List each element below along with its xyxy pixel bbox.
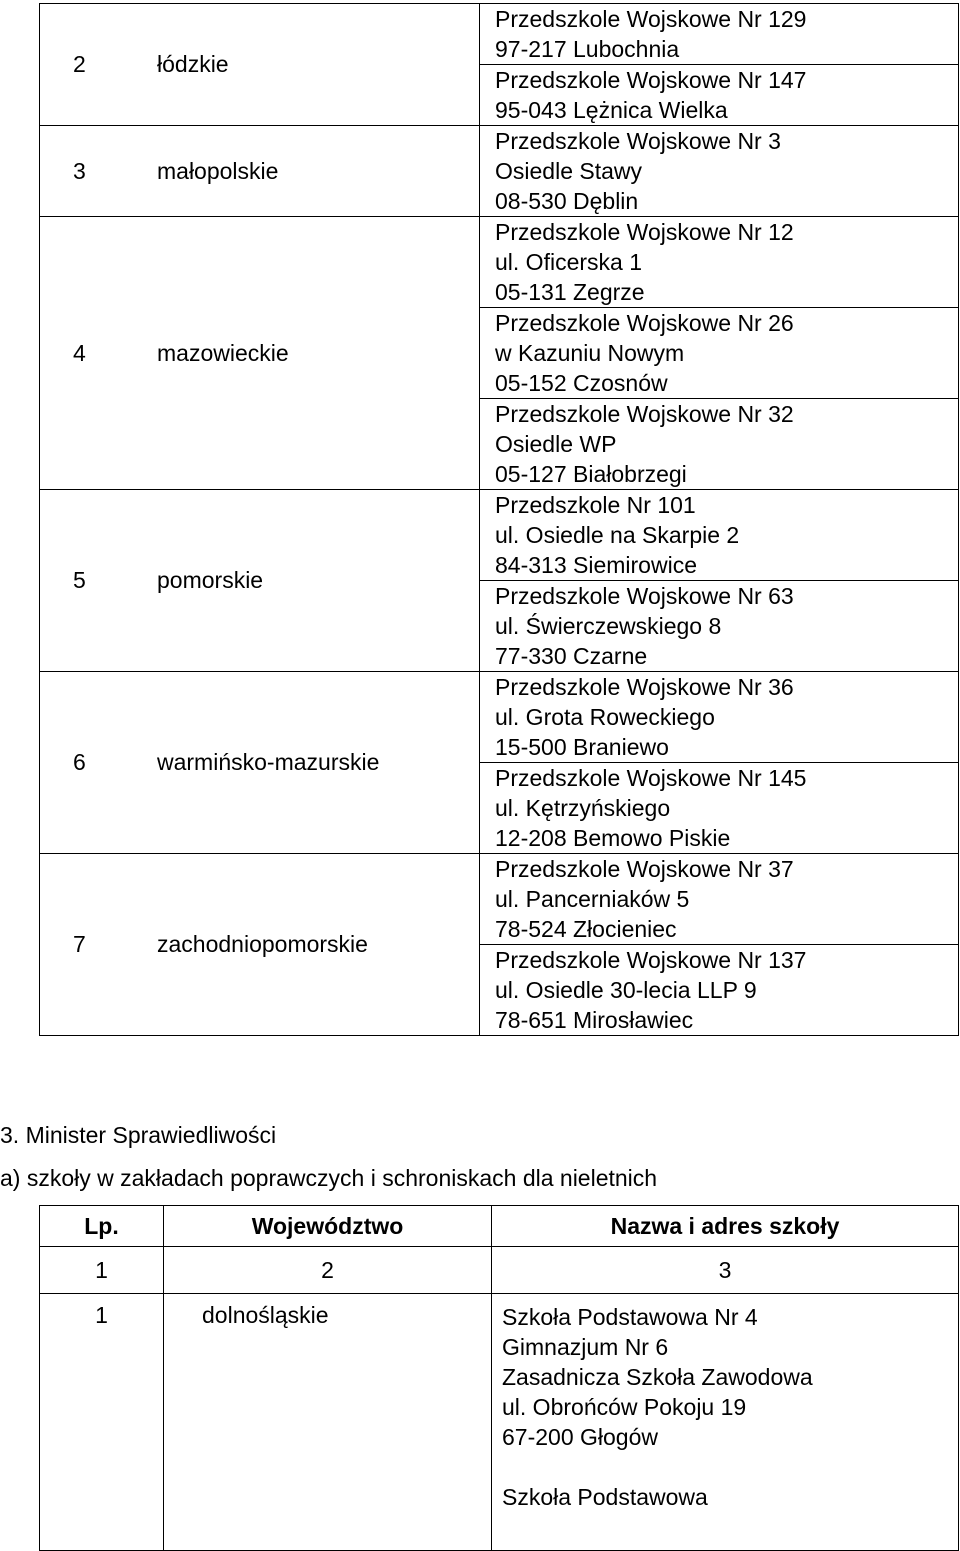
- row-lp: 5: [73, 567, 86, 593]
- school-cell: [480, 581, 959, 672]
- region-cell: [40, 490, 480, 672]
- school-address-line: 97-217 Lubochnia: [495, 36, 680, 62]
- section-heading: 3. Minister Sprawiedliwości: [0, 1122, 277, 1148]
- school-name: Przedszkole Nr 101: [495, 492, 696, 518]
- row-lp: 3: [73, 157, 86, 184]
- header-region: Województwo: [164, 1206, 492, 1247]
- school-address-line: ul. Świerczewskiego 8: [495, 613, 722, 639]
- table-row: [40, 1294, 959, 1551]
- school-cell: [480, 4, 959, 65]
- table-row: [40, 4, 959, 65]
- header-school: Nazwa i adres szkoły: [492, 1206, 959, 1247]
- school-address-line: 05-152 Czosnów: [495, 370, 668, 396]
- school-name: Przedszkole Wojskowe Nr 37: [495, 856, 794, 882]
- row-school: [492, 1294, 959, 1551]
- school-address-line: ul. Pancerniaków 5: [495, 886, 690, 912]
- school-address-line: 78-651 Mirosławiec: [495, 1007, 694, 1033]
- school-name: Przedszkole Wojskowe Nr 137: [495, 947, 807, 973]
- school-address-line: 78-524 Złocieniec: [495, 916, 677, 942]
- school-address-line: w Kazuniu Nowym: [495, 340, 685, 366]
- school-line: Szkoła Podstawowa Nr 4: [502, 1304, 758, 1330]
- row-region: pomorskie: [157, 567, 264, 593]
- row-lp: 7: [73, 931, 86, 957]
- school-line: [502, 1452, 958, 1482]
- region-cell: [40, 4, 480, 126]
- school-address-line: ul. Grota Roweckiego: [495, 704, 715, 730]
- school-cell: [480, 65, 959, 126]
- school-address-line: ul. Oficerska 1: [495, 249, 642, 275]
- row-region: łódzkie: [157, 51, 229, 77]
- school-name: Przedszkole Wojskowe Nr 26: [495, 310, 794, 336]
- table-row: [40, 854, 959, 945]
- row-lp: 2: [73, 51, 86, 77]
- column-number: 3: [492, 1247, 959, 1294]
- school-line: Gimnazjum Nr 6: [502, 1334, 669, 1360]
- table-row: [40, 217, 959, 308]
- table-row: [40, 672, 959, 763]
- school-line: Szkoła Podstawowa: [502, 1484, 708, 1510]
- school-address-line: 77-330 Czarne: [495, 643, 648, 669]
- school-cell: [480, 854, 959, 945]
- header-row: [40, 1206, 959, 1247]
- school-name: Przedszkole Wojskowe Nr 36: [495, 674, 794, 700]
- school-address-line: ul. Osiedle 30-lecia LLP 9: [495, 977, 757, 1003]
- school-line: 67-200 Głogów: [502, 1424, 658, 1450]
- school-cell: [480, 126, 959, 217]
- header-lp: Lp.: [40, 1206, 164, 1247]
- table-row: [40, 490, 959, 581]
- school-name: Przedszkole Wojskowe Nr 12: [495, 219, 794, 245]
- school-address-line: ul. Osiedle na Skarpie 2: [495, 522, 740, 548]
- column-number-row: [40, 1247, 959, 1294]
- school-cell: [480, 763, 959, 854]
- school-address-line: 84-313 Siemirowice: [495, 552, 697, 578]
- school-cell: [480, 308, 959, 399]
- row-lp: 4: [73, 339, 86, 366]
- row-region: warmińsko-mazurskie: [157, 749, 380, 775]
- school-name: Przedszkole Wojskowe Nr 32: [495, 401, 794, 427]
- schools-table: [39, 3, 959, 1036]
- region-cell: [40, 126, 480, 217]
- row-region: małopolskie: [157, 157, 279, 184]
- region-cell: [40, 217, 480, 490]
- school-name: Przedszkole Wojskowe Nr 147: [495, 67, 807, 93]
- school-line: Zasadnicza Szkoła Zawodowa: [502, 1364, 813, 1390]
- school-cell: [480, 945, 959, 1036]
- column-number: 2: [164, 1247, 492, 1294]
- table-row: [40, 126, 959, 217]
- school-address-line: 08-530 Dęblin: [495, 188, 639, 214]
- school-address-line: 12-208 Bemowo Piskie: [495, 825, 731, 851]
- school-cell: [480, 399, 959, 490]
- row-region: mazowieckie: [157, 339, 289, 366]
- section-subheading: a) szkoły w zakładach poprawczych i schroniskach dla nieletnich: [0, 1165, 658, 1191]
- school-name: Przedszkole Wojskowe Nr 145: [495, 765, 807, 791]
- school-name: Przedszkole Wojskowe Nr 63: [495, 583, 794, 609]
- school-address-line: Osiedle WP: [495, 431, 617, 457]
- row-lp: 1: [40, 1294, 164, 1551]
- school-cell: [480, 490, 959, 581]
- school-address-line: Osiedle Stawy: [495, 158, 643, 184]
- row-lp: 6: [73, 749, 86, 775]
- region-cell: [40, 672, 480, 854]
- school-cell: [480, 217, 959, 308]
- school-address-line: 05-127 Białobrzegi: [495, 461, 687, 487]
- school-address-line: ul. Kętrzyńskiego: [495, 795, 671, 821]
- row-region: dolnośląskie: [164, 1294, 492, 1551]
- correctional-schools-table: [39, 1205, 959, 1551]
- school-name: Przedszkole Wojskowe Nr 3: [495, 128, 781, 154]
- school-address-line: 05-131 Zegrze: [495, 279, 645, 305]
- school-cell: [480, 672, 959, 763]
- column-number: 1: [40, 1247, 164, 1294]
- school-address-line: 15-500 Braniewo: [495, 734, 669, 760]
- school-line: ul. Obrońców Pokoju 19: [502, 1394, 747, 1420]
- region-cell: [40, 854, 480, 1036]
- school-name: Przedszkole Wojskowe Nr 129: [495, 6, 807, 32]
- school-address-line: 95-043 Lężnica Wielka: [495, 97, 728, 123]
- row-region: zachodniopomorskie: [157, 931, 368, 957]
